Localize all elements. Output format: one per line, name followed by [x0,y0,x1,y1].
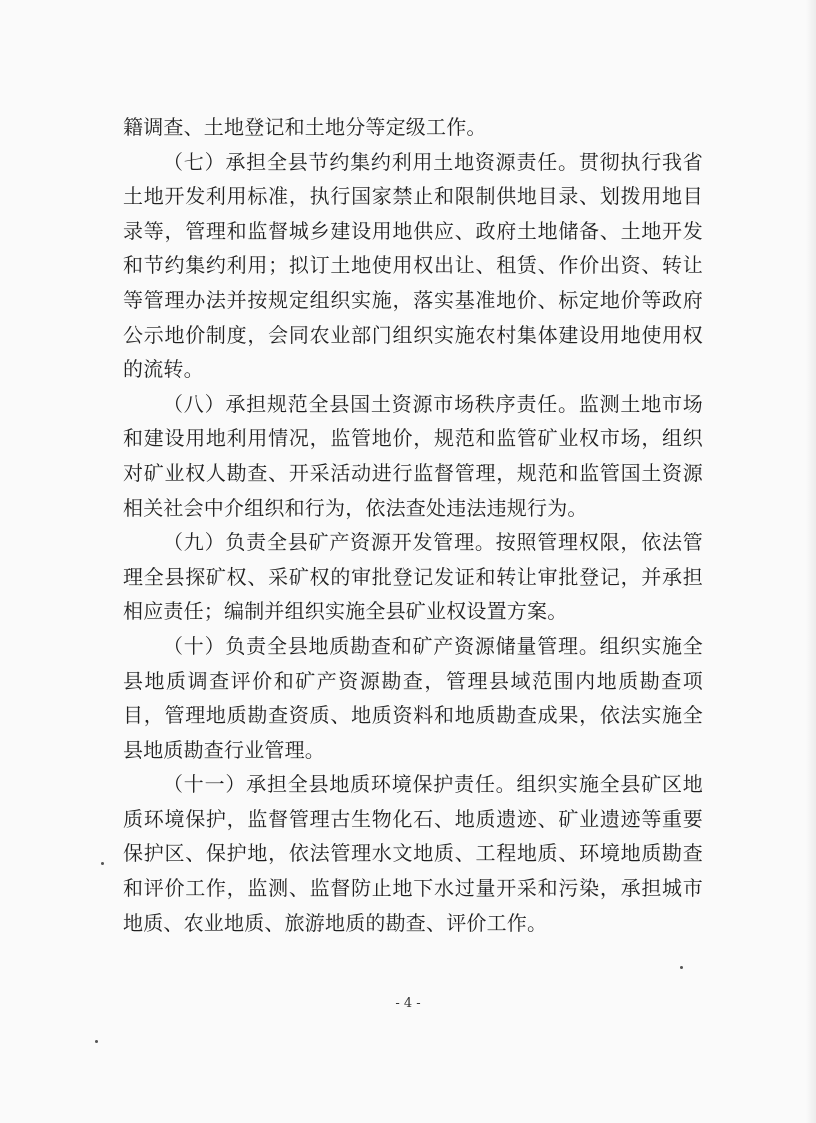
paragraph-item-10: （十）负责全县地质勘查和矿产资源储量管理。组织实施全县地质调查评价和矿产资源勘查，管理县域范围内地质勘查项目，管理地质勘查资质、地质资料和地质勘查成果，依法实施全县地质勘查行业管理。 [123,633,703,762]
scan-speck [101,862,104,865]
scan-speck [680,966,683,969]
paragraph-item-8: （八）承担规范全县国土资源市场秩序责任。监测土地市场和建设用地利用情况，监管地价，规范和监管矿业权市场，组织对矿业权人勘查、开采活动进行监督管理，规范和监管国土资源相关社会中介组织和行为，依法查处违法违规行为。 [123,391,703,520]
paragraph-item-11: （十一）承担全县地质环境保护责任。组织实施全县矿区地质环境保护，监督管理古生物化石、地质遗迹、矿业遗迹等重要保护区、保护地，依法管理水文地质、工程地质、环境地质勘查和评价工作，监测、监督防止地下水过量开采和污染，承担城市地质、农业地质、旅游地质的勘查、评价工作。 [123,772,703,935]
scan-speck [95,1040,98,1043]
paragraph-item-7: （七）承担全县节约集约利用土地资源责任。贯彻执行我省土地开发利用标准，执行国家禁止和限制供地目录、划拨用地目录等，管理和监督城乡建设用地供应、政府土地储备、土地开发和节约集约利用；拟订土地使用权出让、租赁、作价出资、转让等管理办法并按规定组织实施，落实基准地价、标定地价等政府公示地价制度，会同农业部门组织实施农村集体建设用地使用权的流转。 [123,149,703,382]
paragraph-continuation: 籍调查、土地登记和土地分等定级工作。 [123,115,487,139]
scan-edge-shadow [806,0,816,1123]
page-number: - 4 - [395,996,421,1011]
paragraph-item-9: （九）负责全县矿产资源开发管理。按照管理权限，依法管理全县探矿权、采矿权的审批登记发证和转让审批登记，并承担相应责任；编制并组织实施全县矿业权设置方案。 [123,530,703,624]
document-body [123,110,703,940]
